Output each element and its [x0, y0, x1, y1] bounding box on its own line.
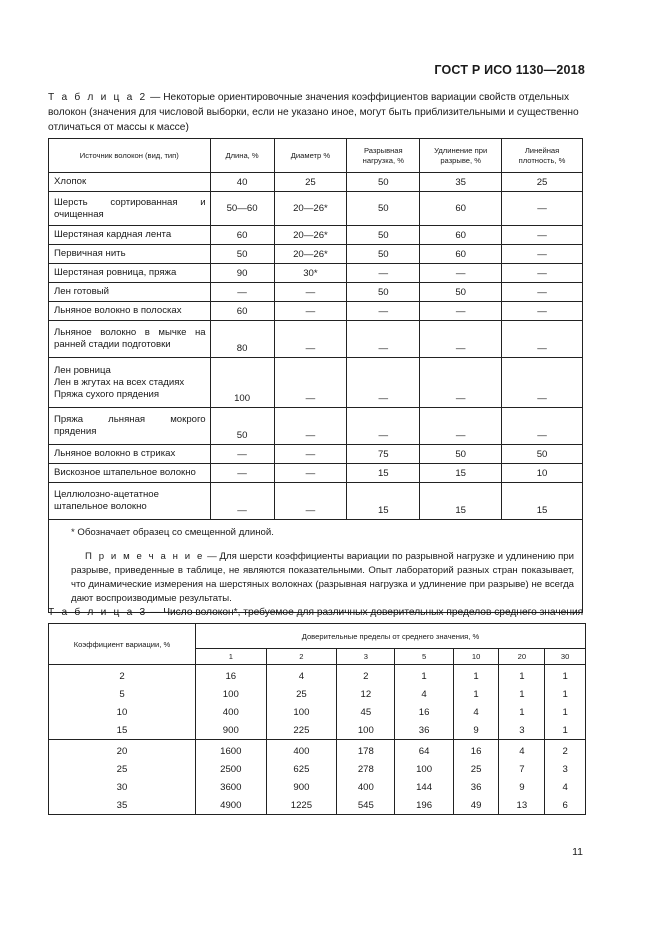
- table2-cell-value: 50: [210, 245, 274, 264]
- table3-cell-value: 100: [337, 721, 395, 740]
- table2-notes-cell: [49, 520, 583, 613]
- table3-cell-value: 900: [196, 721, 267, 740]
- table3-cell-coefficient: 20: [49, 740, 196, 761]
- table2-cell-source: Льняное волокно в стриках: [49, 445, 211, 464]
- table2-cell-value: 10: [502, 464, 583, 483]
- table3-subcol: 1: [196, 649, 267, 665]
- table2-header-row: [49, 139, 583, 173]
- table3-cell-value: 9: [453, 721, 499, 740]
- table3-cell-value: 4: [453, 703, 499, 721]
- table3-cell-value: 45: [337, 703, 395, 721]
- table2-cell-value: 35: [420, 173, 502, 192]
- table2-cell-value: —: [420, 302, 502, 321]
- table2-cell-source: Льняное волокно в мычке на ранней стадии подготовки: [49, 321, 211, 358]
- table3-subcol: 10: [453, 649, 499, 665]
- table2-cell-value: 30*: [274, 264, 347, 283]
- table3-cell-value: 900: [266, 778, 337, 796]
- table2-row: [49, 192, 583, 226]
- table3-cell-value: 3: [545, 760, 586, 778]
- table3-cell-value: 1600: [196, 740, 267, 761]
- table2-cell-value: —: [502, 408, 583, 445]
- table3-cell-value: 4: [499, 740, 545, 761]
- table3-cell-value: 400: [196, 703, 267, 721]
- table3-cell-value: 3600: [196, 778, 267, 796]
- table3-cell-value: 1: [499, 665, 545, 686]
- table2-cell-value: 90: [210, 264, 274, 283]
- table3-cell-value: 1: [453, 685, 499, 703]
- table2-cell-value: 80: [210, 321, 274, 358]
- table2-caption: [48, 90, 586, 135]
- table2-cell-value: 50: [210, 408, 274, 445]
- table2-cell-value: 20—26*: [274, 226, 347, 245]
- table3-cell-value: 1: [545, 703, 586, 721]
- table2-cell-value: —: [347, 302, 420, 321]
- table3-subcol: 20: [499, 649, 545, 665]
- table3-cell-value: 16: [395, 703, 453, 721]
- table2-footnote: * Обозначает образец со смещенной длиной.: [71, 527, 274, 538]
- table3-subcol: 30: [545, 649, 586, 665]
- table3-cell-value: 144: [395, 778, 453, 796]
- table3-cell-value: 2500: [196, 760, 267, 778]
- table2-cell-value: 50—60: [210, 192, 274, 226]
- table2-col-source: Источник волокон (вид, тип): [49, 139, 211, 173]
- table3-cell-value: 1225: [266, 796, 337, 815]
- table2-cell-value: —: [210, 464, 274, 483]
- table2-cell-value: 100: [210, 358, 274, 408]
- table2-cell-value: —: [347, 264, 420, 283]
- table2-cell-value: —: [347, 321, 420, 358]
- table2-cell-value: —: [502, 226, 583, 245]
- table2-note-text: — Для шерсти коэффициенты вариации по разрывной нагрузке и удлинению при разрыве, приведенные в таблице, не являются показательными. Опыт лабораторий разных стран показывает, что динамические измерения на шерстяных волокнах (разрывная нагрузка и удлинение при разрыве) не всегда дают воспроизводимые результаты.: [71, 551, 574, 604]
- table2-cell-value: —: [420, 264, 502, 283]
- table2-cell-value: 15: [347, 483, 420, 520]
- table2-row: [49, 264, 583, 283]
- table2-cell-value: 50: [420, 445, 502, 464]
- table3-cell-value: 2: [545, 740, 586, 761]
- table2-cell-value: —: [210, 283, 274, 302]
- table2-caption-text: — Некоторые ориентировочные значения коэффициентов вариации свойств отдельных волокон (значения для числовой выборки, если не указано иное, могут быть приблизительными и существенно отличаться от массы к массе): [48, 92, 579, 133]
- table3-cell-value: 178: [337, 740, 395, 761]
- table2-cell-source: Пряжа льняная мокрого прядения: [49, 408, 211, 445]
- table2: [48, 138, 583, 613]
- table3-cell-value: 545: [337, 796, 395, 815]
- table2-row: [49, 358, 583, 408]
- table3-cell-value: 278: [337, 760, 395, 778]
- table3-cell-value: 9: [499, 778, 545, 796]
- table3-row: [49, 740, 586, 761]
- table2-cell-value: —: [502, 264, 583, 283]
- table2-cell-value: 15: [420, 464, 502, 483]
- table2-cell-value: 60: [210, 302, 274, 321]
- table3-cell-value: 4900: [196, 796, 267, 815]
- table2-cell-value: 60: [210, 226, 274, 245]
- table2-cell-value: 60: [420, 226, 502, 245]
- table2-cell-value: —: [420, 408, 502, 445]
- table2-cell-value: —: [420, 321, 502, 358]
- table3-subcol: 5: [395, 649, 453, 665]
- table2-cell-value: —: [274, 283, 347, 302]
- table2-cell-value: 60: [420, 192, 502, 226]
- table3-cell-value: 4: [545, 778, 586, 796]
- table2-cell-value: —: [274, 464, 347, 483]
- table2-cell-value: 25: [274, 173, 347, 192]
- table3-cell-value: 49: [453, 796, 499, 815]
- table2-note: [71, 550, 574, 606]
- table3-row: [49, 760, 586, 778]
- table2-row: [49, 321, 583, 358]
- table2-cell-source: Шерсть сортированная и очищенная: [49, 192, 211, 226]
- table3-col-group: Доверительные пределы от среднего значения, %: [196, 624, 586, 649]
- table2-cell-value: 15: [347, 464, 420, 483]
- table2-col-elongation: Удлинение при разрыве, %: [420, 139, 502, 173]
- table2-cell-value: —: [274, 302, 347, 321]
- table3-cell-value: 1: [395, 665, 453, 686]
- table3-cell-coefficient: 10: [49, 703, 196, 721]
- table3-col-coefficient: Коэффициент вариации, %: [49, 624, 196, 665]
- table2-row: [49, 483, 583, 520]
- table3-cell-coefficient: 35: [49, 796, 196, 815]
- table3-cell-coefficient: 2: [49, 665, 196, 686]
- table3-row: [49, 703, 586, 721]
- table2-row: [49, 408, 583, 445]
- table3-row: [49, 796, 586, 815]
- table2-cell-value: —: [502, 321, 583, 358]
- table3-caption-text: — Число волокон*, требуемое для различных доверительных пределов среднего значения: [147, 607, 584, 618]
- table2-col-breaking-load: Разрывная нагрузка, %: [347, 139, 420, 173]
- table2-cell-value: —: [347, 408, 420, 445]
- table3-cell-coefficient: 30: [49, 778, 196, 796]
- table2-cell-value: 25: [502, 173, 583, 192]
- table3-cell-value: 225: [266, 721, 337, 740]
- table3-cell-value: 2: [337, 665, 395, 686]
- table2-cell-source: Льняное волокно в полосках: [49, 302, 211, 321]
- table3-cell-value: 36: [453, 778, 499, 796]
- table2-label: Т а б л и ц а 2: [48, 92, 148, 103]
- table2-cell-value: —: [274, 321, 347, 358]
- table2-cell-value: 50: [420, 283, 502, 302]
- table2-body: [49, 173, 583, 520]
- table3-cell-value: 3: [499, 721, 545, 740]
- table2-cell-value: —: [502, 302, 583, 321]
- table3-cell-value: 25: [266, 685, 337, 703]
- table3-cell-value: 4: [395, 685, 453, 703]
- table3-cell-value: 36: [395, 721, 453, 740]
- table3-cell-value: 4: [266, 665, 337, 686]
- table2-col-length: Длина, %: [210, 139, 274, 173]
- table3-cell-value: 400: [337, 778, 395, 796]
- table2-cell-value: —: [502, 283, 583, 302]
- table2-cell-value: —: [210, 445, 274, 464]
- table2-cell-value: —: [210, 483, 274, 520]
- table3-row: [49, 665, 586, 686]
- table3-cell-value: 196: [395, 796, 453, 815]
- table2-cell-value: 50: [347, 245, 420, 264]
- table3-cell-value: 100: [395, 760, 453, 778]
- table2-cell-value: 75: [347, 445, 420, 464]
- table2-cell-value: —: [274, 445, 347, 464]
- table3-cell-value: 400: [266, 740, 337, 761]
- table2-cell-value: 40: [210, 173, 274, 192]
- table2-cell-value: 60: [420, 245, 502, 264]
- table2-cell-source: Шерстяная кардная лента: [49, 226, 211, 245]
- table3-cell-value: 6: [545, 796, 586, 815]
- table2-row: [49, 173, 583, 192]
- table2-cell-value: 50: [347, 192, 420, 226]
- table2-cell-value: —: [502, 245, 583, 264]
- table3-cell-value: 1: [545, 665, 586, 686]
- table2-col-linear-density: Линейная плотность, %: [502, 139, 583, 173]
- table2-cell-value: 15: [502, 483, 583, 520]
- table3-cell-value: 16: [453, 740, 499, 761]
- table3-cell-value: 625: [266, 760, 337, 778]
- table3-subcol: 2: [266, 649, 337, 665]
- table3: [48, 623, 586, 815]
- table3-cell-value: 64: [395, 740, 453, 761]
- table2-cell-value: 20—26*: [274, 192, 347, 226]
- table3-header-row: [49, 624, 586, 649]
- table3-row: [49, 685, 586, 703]
- table2-row: [49, 226, 583, 245]
- table3-body: [49, 665, 586, 815]
- table2-cell-value: 15: [420, 483, 502, 520]
- table2-cell-value: —: [420, 358, 502, 408]
- table2-row: [49, 445, 583, 464]
- table2-cell-source: Вискозное штапельное волокно: [49, 464, 211, 483]
- table3-cell-value: 1: [545, 685, 586, 703]
- table3-cell-value: 100: [196, 685, 267, 703]
- table2-cell-value: —: [274, 408, 347, 445]
- table2-cell-value: —: [502, 358, 583, 408]
- table3-row: [49, 721, 586, 740]
- table2-cell-source: Лен ровница Лен в жгутах на всех стадиях Пряжа сухого прядения: [49, 358, 211, 408]
- table2-row: [49, 245, 583, 264]
- table3-cell-coefficient: 15: [49, 721, 196, 740]
- table2-cell-value: 50: [347, 173, 420, 192]
- table3-cell-coefficient: 25: [49, 760, 196, 778]
- page-number: 11: [572, 846, 583, 858]
- table3-label: Т а б л и ц а 3: [48, 607, 148, 618]
- table2-cell-value: 50: [347, 226, 420, 245]
- table2-row: [49, 283, 583, 302]
- table2-cell-value: 20—26*: [274, 245, 347, 264]
- table3-cell-value: 1: [499, 703, 545, 721]
- table3-caption: [48, 605, 586, 620]
- table3-cell-coefficient: 5: [49, 685, 196, 703]
- table2-cell-source: Лен готовый: [49, 283, 211, 302]
- table2-cell-value: 50: [502, 445, 583, 464]
- table3-cell-value: 7: [499, 760, 545, 778]
- table2-row: [49, 302, 583, 321]
- table2-note-label: П р и м е ч а н и е: [85, 551, 205, 562]
- table3-subcol: 3: [337, 649, 395, 665]
- table3-cell-value: 16: [196, 665, 267, 686]
- table2-cell-source: Хлопок: [49, 173, 211, 192]
- table3-cell-value: 1: [453, 665, 499, 686]
- document-code: ГОСТ Р ИСО 1130—2018: [434, 63, 585, 77]
- table3-cell-value: 100: [266, 703, 337, 721]
- table2-row: [49, 464, 583, 483]
- table3-cell-value: 25: [453, 760, 499, 778]
- table2-cell-source: Шерстяная ровница, пряжа: [49, 264, 211, 283]
- table2-cell-value: —: [502, 192, 583, 226]
- table2-notes-row: [49, 520, 583, 613]
- table2-col-diameter: Диаметр %: [274, 139, 347, 173]
- table3-cell-value: 1: [499, 685, 545, 703]
- table2-cell-value: 50: [347, 283, 420, 302]
- table2-cell-source: Целлюлозно-ацетатное штапельное волокно: [49, 483, 211, 520]
- table3-cell-value: 1: [545, 721, 586, 740]
- table3-cell-value: 13: [499, 796, 545, 815]
- table2-cell-value: —: [274, 358, 347, 408]
- table2-cell-source: Первичная нить: [49, 245, 211, 264]
- table2-cell-value: —: [347, 358, 420, 408]
- table2-cell-value: —: [274, 483, 347, 520]
- table3-row: [49, 778, 586, 796]
- table3-cell-value: 12: [337, 685, 395, 703]
